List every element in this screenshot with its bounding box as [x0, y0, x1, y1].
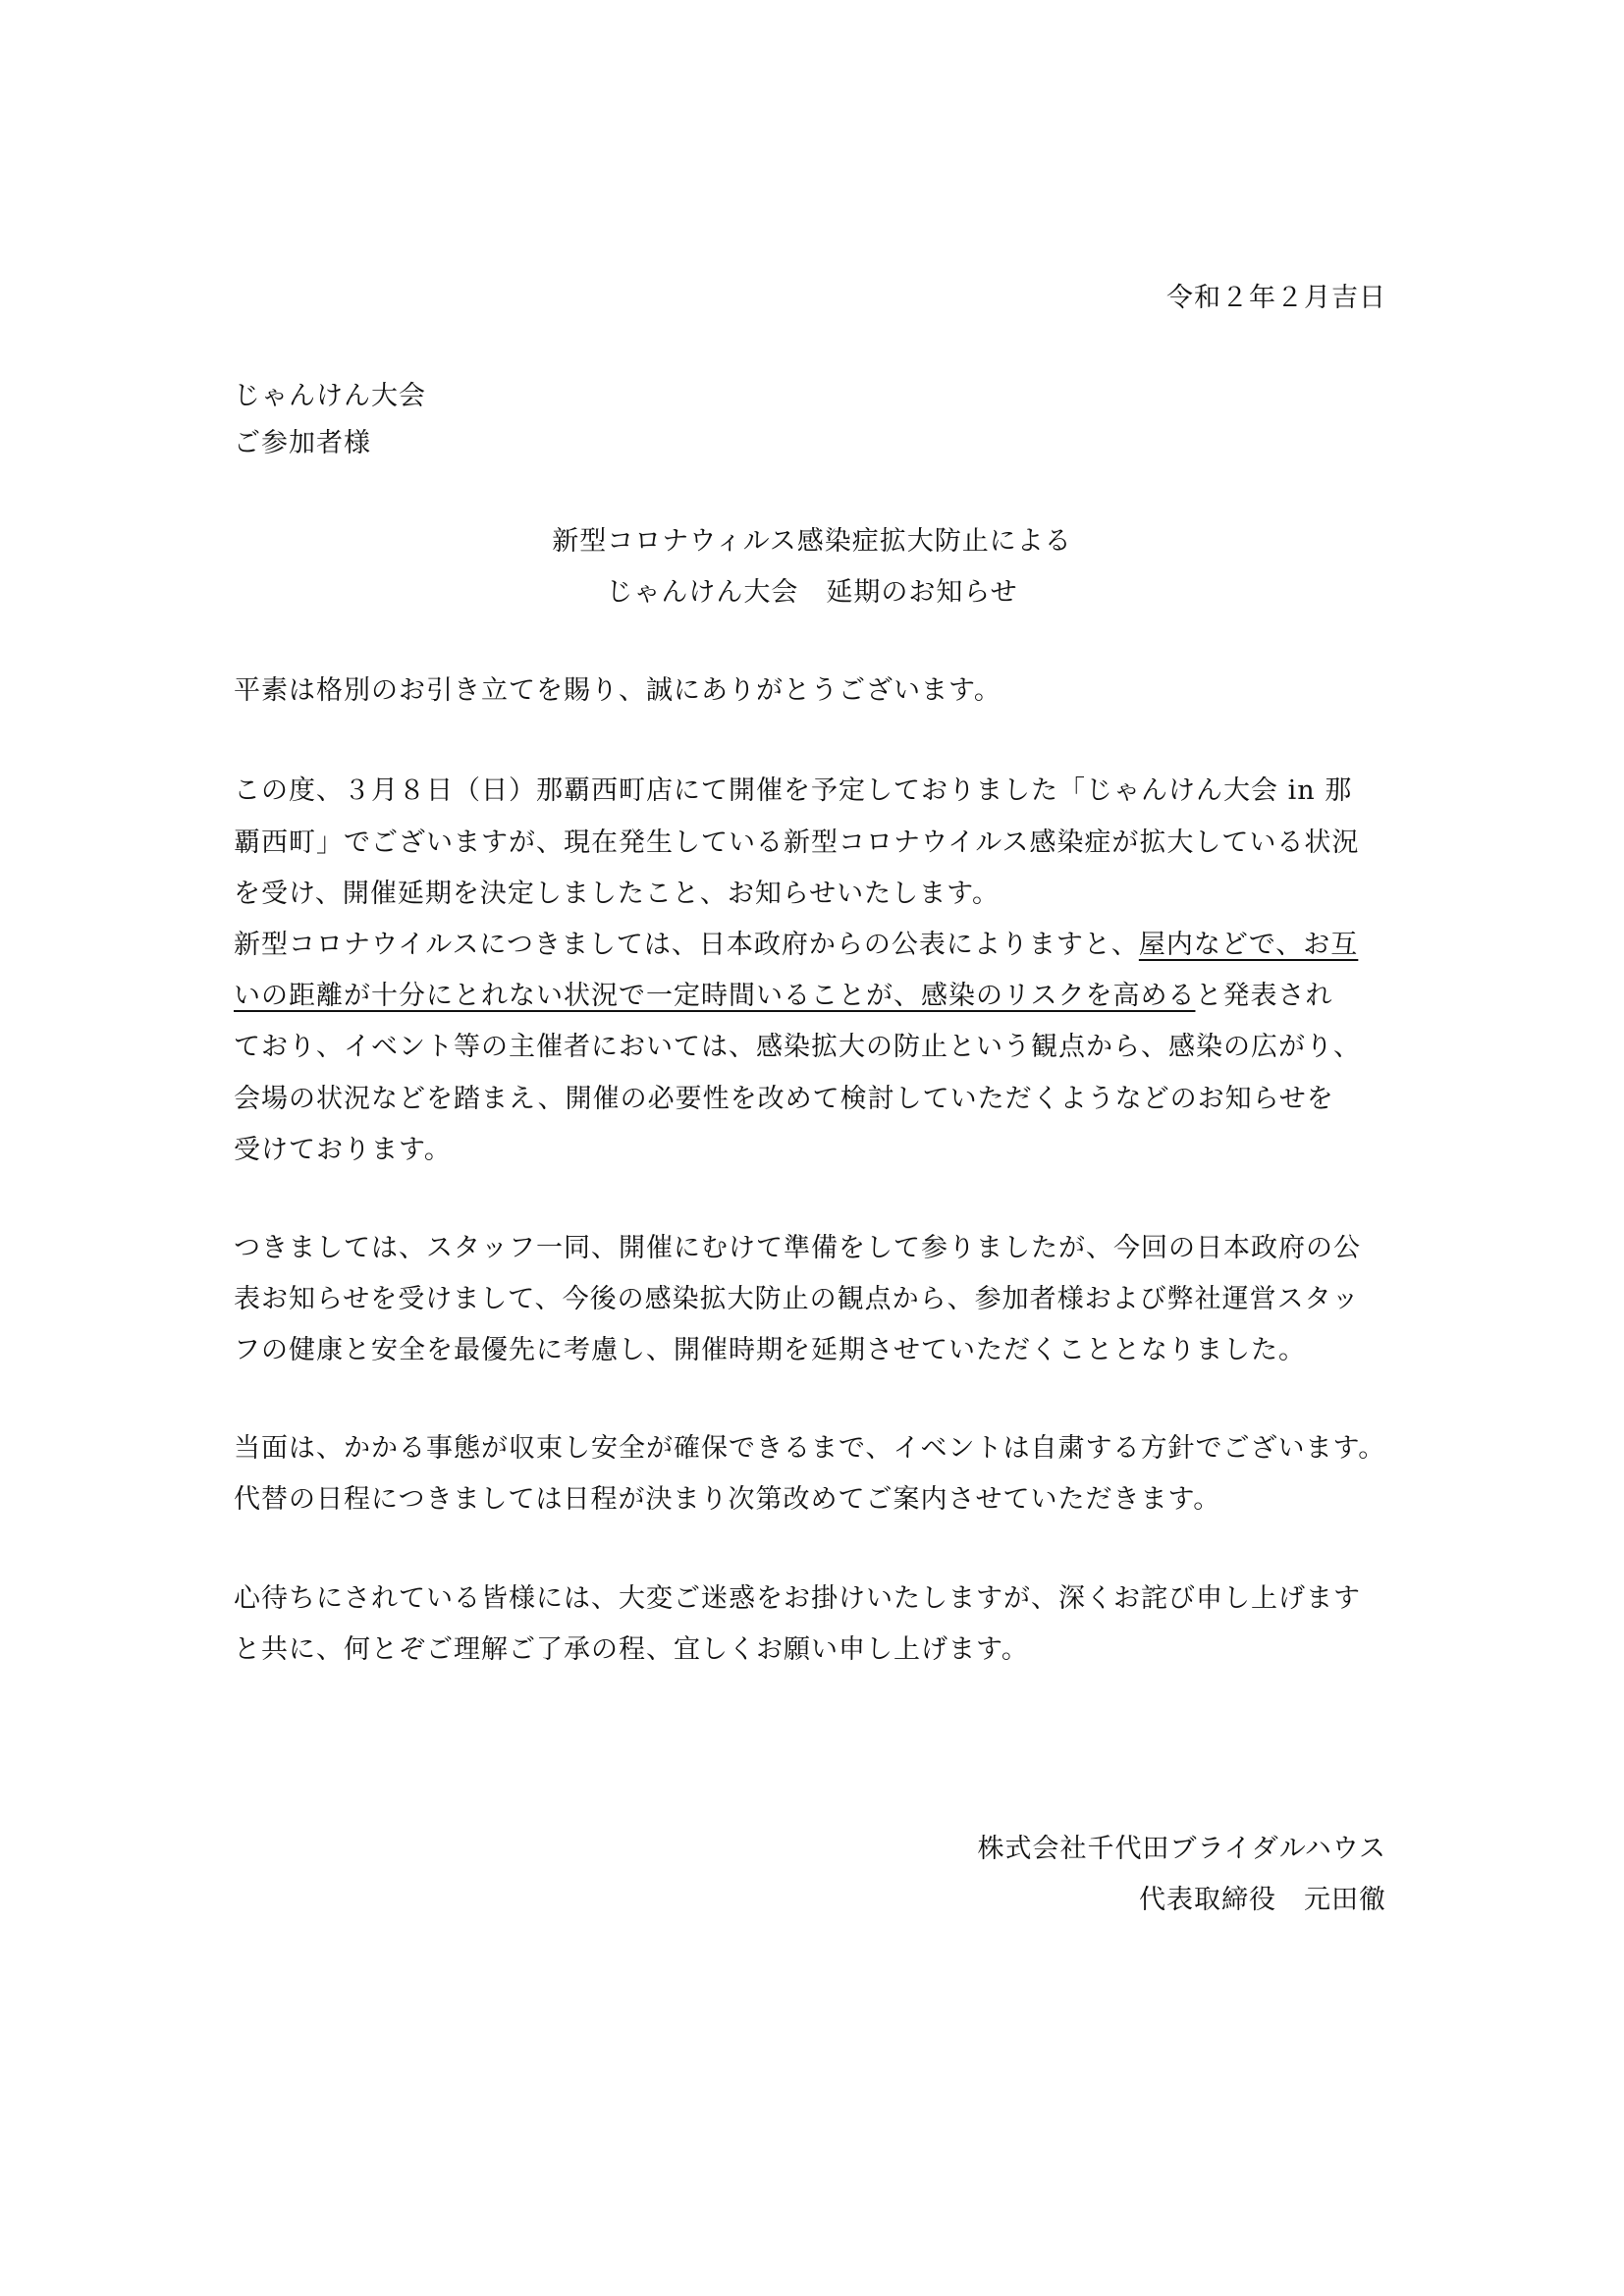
para2-line-3: ており、イベント等の主催者においては、感染拡大の防止という観点から、感染の広がり、 [234, 1032, 1361, 1062]
para5-line-1: 心待ちにされている皆様には、大変ご迷惑をお掛けいたしますが、深くお詫び申し上げます [234, 1583, 1361, 1614]
signature-company: 株式会社千代田ブライダルハウス [977, 1834, 1386, 1864]
para3-line-1: つきましては、スタッフ一同、開催にむけて準備をして参りましたが、今回の日本政府の公 [234, 1233, 1361, 1263]
para2-line-2-plain: と発表され [1195, 981, 1333, 1011]
para1-line-2: 覇西町」でございますが、現在発生している新型コロナウイルス感染症が拡大している状況 [234, 828, 1360, 858]
signature-representative: 代表取締役 元田徹 [1139, 1885, 1386, 1915]
para2-line-1-underlined: 屋内などで、お互 [1138, 930, 1359, 960]
para4-line-2: 代替の日程につきましては日程が決まり次第改めてご案内させていただきます。 [234, 1484, 1221, 1515]
para1-line-1: この度、３月８日（日）那覇西町店にて開催を予定しておりました「じゃんけん大会 in 那 [234, 775, 1353, 806]
para2-line-2-underlined: いの距離が十分にとれない状況で一定時間いることが、感染のリスクを高める [234, 981, 1196, 1011]
addressee-event: じゃんけん大会 [234, 381, 426, 411]
greeting: 平素は格別のお引き立てを賜り、誠にありがとうございます。 [234, 675, 1001, 706]
para1-line-3: を受け、開催延期を決定しましたこと、お知らせいたします。 [234, 879, 1000, 909]
para2-line-1-plain: 新型コロナウイルスにつきましては、日本政府からの公表によりますと、 [234, 930, 1139, 960]
para2-line-1 [234, 932, 1358, 958]
para5-line-2: と共に、何とぞご理解ご了承の程、宜しくお願い申し上げます。 [234, 1634, 1029, 1665]
para3-line-3: フの健康と安全を最優先に考慮し、開催時期を延期させていただくこととなりました。 [234, 1335, 1306, 1365]
para3-line-2: 表お知らせを受けまして、今後の感染拡大防止の観点から、参加者様および弊社運営スタッ [234, 1284, 1360, 1314]
para2-line-5: 受けております。 [234, 1135, 452, 1165]
title-line-1: 新型コロナウィルス感染症拡大防止による [552, 526, 1072, 557]
letter-date: 令和２年２月吉日 [1166, 283, 1386, 313]
para2-line-4: 会場の状況などを踏まえ、開催の必要性を改めて検討していただくようなどのお知らせを [234, 1084, 1334, 1114]
para4-line-1: 当面は、かかる事態が収束し安全が確保できるまで、イベントは自粛する方針でございます。 [234, 1433, 1386, 1464]
addressee-participants: ご参加者様 [234, 428, 371, 458]
title-line-2: じゃんけん大会 延期のお知らせ [606, 577, 1018, 608]
para2-line-2 [234, 983, 1332, 1009]
